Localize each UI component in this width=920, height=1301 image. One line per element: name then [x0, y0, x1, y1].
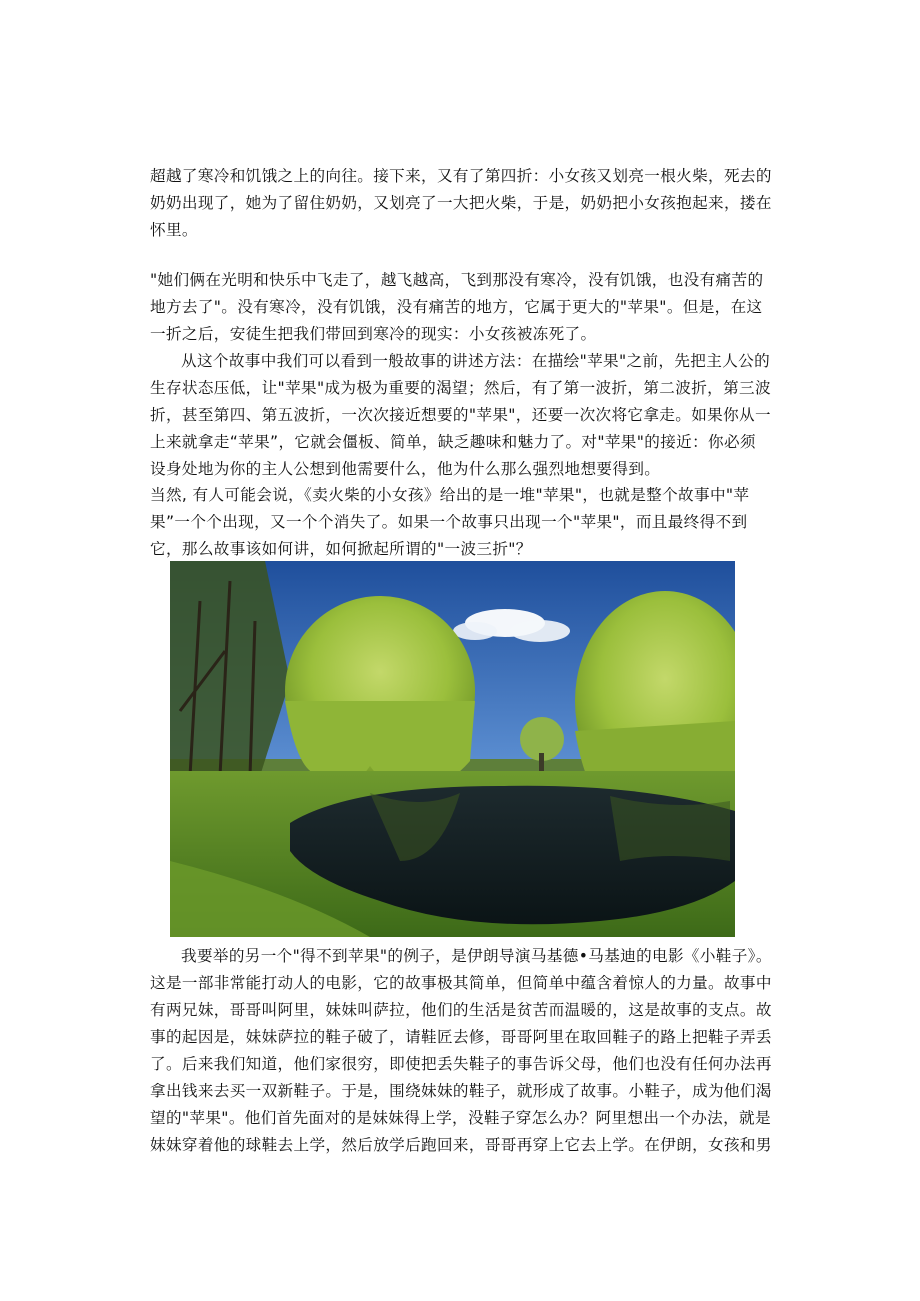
paragraph-5-line-8: 妹妹穿着他的球鞋去上学，然后放学后跑回来，哥哥再穿上它去上学。在伊朗，女孩和男: [150, 1136, 772, 1154]
paragraph-3-line-1: 从这个故事中我们可以看到一般故事的讲述方法：在描绘"苹果"之前，先把主人公的: [181, 352, 771, 370]
paragraph-5-line-1: 我要举的另一个"得不到苹果"的例子，是伊朗导演马基德•马基迪的电影《小鞋子》。: [181, 947, 772, 965]
paragraph-1-line-2: 奶奶出现了，她为了留住奶奶，又划亮了一大把火柴，于是，奶奶把小女孩抱起来，搂在: [150, 194, 772, 212]
paragraph-5-line-6: 拿出钱来去买一双新鞋子。于是，围绕妹妹的鞋子，就形成了故事。小鞋子，成为他们渴: [150, 1082, 772, 1100]
paragraph-3-line-4: 上来就拿走“苹果”，它就会僵板、简单，缺乏趣味和魅力了。对"苹果"的接近：你必须: [150, 433, 756, 451]
paragraph-2-line-1: "她们俩在光明和快乐中飞走了，越飞越高，飞到那没有寒冷，没有饥饿，也没有痛苦的: [150, 271, 764, 289]
paragraph-5-line-3: 有两兄妹，哥哥叫阿里，妹妹叫萨拉，他们的生活是贫苦而温暖的，这是故事的支点。故: [150, 1001, 772, 1019]
paragraph-5-line-7: 望的"苹果"。他们首先面对的是妹妹得上学，没鞋子穿怎么办？阿里想出一个办法，就是: [150, 1109, 771, 1127]
paragraph-3-line-5: 设身处地为你的主人公想到他需要什么，他为什么那么强烈地想要得到。: [150, 460, 661, 478]
paragraph-4-line-2: 果”一个个出现，又一个个消失了。如果一个故事只出现一个"苹果"，而且最终得不到: [150, 513, 748, 531]
willow-pond-photo: [170, 561, 735, 937]
paragraph-2-line-3: 一折之后，安徒生把我们带回到寒冷的现实：小女孩被冻死了。: [150, 325, 597, 343]
paragraph-5-line-4: 事的起因是，妹妹萨拉的鞋子破了，请鞋匠去修，哥哥阿里在取回鞋子的路上把鞋子弄丢: [150, 1028, 772, 1046]
paragraph-2-line-2: 地方去了"。没有寒冷，没有饥饿，没有痛苦的地方，它属于更大的"苹果"。但是，在这: [150, 298, 763, 316]
paragraph-4-line-3: 它，那么故事该如何讲，如何掀起所谓的"一波三折"？: [150, 540, 532, 558]
paragraph-3-line-2: 生存状态压低，让"苹果"成为极为重要的渴望；然后，有了第一波折，第二波折，第三波: [150, 379, 771, 397]
paragraph-1-line-3: 怀里。: [150, 221, 198, 239]
paragraph-1-line-1: 超越了寒冷和饥饿之上的向往。接下来，又有了第四折：小女孩又划亮一根火柴，死去的: [150, 167, 772, 185]
paragraph-5-line-2: 这是一部非常能打动人的电影，它的故事极其简单，但简单中蕴含着惊人的力量。故事中: [150, 974, 772, 992]
paragraph-5-line-5: 了。后来我们知道，他们家很穷，即使把丢失鞋子的事告诉父母，他们也没有任何办法再: [150, 1055, 772, 1073]
paragraph-3-line-3: 折，甚至第四、第五波折，一次次接近想要的"苹果"，还要一次次将它拿走。如果你从一: [150, 406, 771, 424]
paragraph-4-line-1: 当然, 有人可能会说，《卖火柴的小女孩》给出的是一堆"苹果"，也就是整个故事中"苹: [150, 486, 750, 504]
